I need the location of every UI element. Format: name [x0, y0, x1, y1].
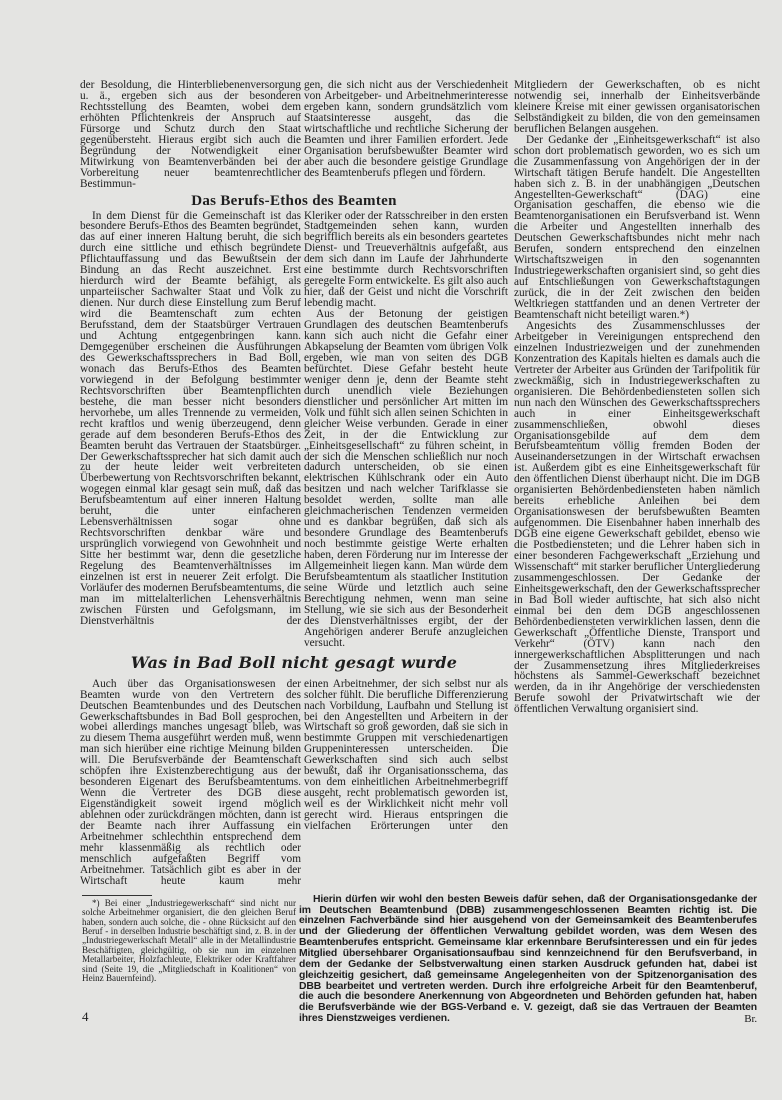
section2-column-1 [80, 679, 301, 887]
paragraph: Kleriker oder der Ratsschreiber in den ersten Stadtgemeinden sehen kann, wurden begrifflich bereits als ein besonders geartetes Dienst- und Treueverhältnis aufgefaßt, aus dem sich dann im Laufe der Jahrhunderte eine bestimmte durch Rechtsvorschriften geregelte Form entwickelte. Es gilt also auch hier, daß der Geist und nicht die Vorschrift lebendig macht. [304, 209, 508, 310]
footnote [82, 899, 296, 984]
section-heading-bad-boll: Was in Bad Boll nicht gesagt wurde [130, 652, 458, 672]
lower-section [80, 895, 760, 1026]
paragraph: Der Gedanke der „Einheitsgewerkschaft“ ist also schon dort problematisch geworden, wo es sich um die Zusammenfassung von Angehörigen der in der Wirtschaft tätigen Berufe handelt. Die Angestellten haben sich z. B. in der unabhängigen „Deutschen Angestellten-Gewerkschaft“ (DAG) eine Organisation geschaffen, die ebenso wie die Beamtenorganisationen ein Berufsverband ist. Wenn die Arbeiter und Angestellten innerhalb des Deutschen Gewerkschaftsbundes nicht mehr nach Berufen, sondern entsprechend den einzelnen Wirtschaftszweigen in den sogenannten Industriegewerkschaften organisiert sind, so geht dies auf Entschließungen von Gewerkschaftstagungen zurück, die in der Zeit zwischen den beiden Weltkriegen stattfanden und an denen Vertreter der Beamtenschaft nicht beteiligt waren.*) [514, 133, 760, 322]
conclusion-text: Hierin dürfen wir wohl den besten Beweis dafür sehen, daß der Organisationsgedanke der im Deutschen Beamtenbund (DBB) zusammengeschlossenen Beamten richtig ist. Die einzelnen Fachverbände sind hier ausgehend von der Gemeinsamkeit des Beamtenberufes und der Gliederung der öffentlichen Verwaltung gebildet worden, was dem Wesen des Beamtenberufes entspricht. Gemeinsame klar erkennbare Berufsinteressen und ein für jedes Mitglied übersehbarer Organisationsaufbau sind kennzeichnend für den Berufsverband, in dem der Gedanke der Selbstverwaltung einen starken Ausdruck gefunden hat, dabei ist gleichzeitig gesichert, daß gemeinsame Angelegenheiten von der Spitzenorganisation des DBB bearbeitet und vertreten werden. Durch ihre erfolgreiche Arbeit für den Beamtenberuf, die auch die besondere Anerkennung von Abgeordneten und Behörden gefunden hat, haben die Berufsverbände wie der BGS-Verband e. V. gezeigt, daß sie das Vertrauen der Beamten ihres Dienstzweiges verdienen. [299, 893, 757, 1025]
paragraph: Aus der Betonung der geistigen Grundlagen des deutschen Beamtenberufs kann sich auch nicht die Gefahr einer Abkapselung der Beamten vom übrigen Volk ergeben, wie man von seiten des DGB befürchtet. Diese Gefahr besteht heute weniger denn je, denn der Beamte steht durch unendlich viele Beziehungen dienstlicher und persönlicher Art mitten im Volk und fühlt sich allen seinen Schichten in gleicher Weise verbunden. Gerade in einer Zeit, in der die Entwicklung zur „Einheitsgesellschaft“ zu führen scheint, in der sich die Menschen schließlich nur noch dadurch unterscheiden, ob sie einen elektrischen Kühlschrank oder ein Auto besitzen und nach welcher Tarifklasse sie besoldet werden, sollte man alle gleichmacherischen Tendenzen vermeiden und es dankbar begrüßen, daß sich als besondere Grundlage des Beamtenberufs noch bestimmte geistige Werte erhalten haben, deren Förderung nur im Interesse der Allgemeinheit liegen kann. Man würde dem Berufsbeamtentum als staatlicher Institution seine Würde und letztlich auch seine Berechtigung nehmen, wenn man seine Stellung, wie sie sich aus der Besonderheit des Dienstverhältnisses ergibt, der der Angehörigen anderer Berufe anzugleichen versucht. [304, 308, 508, 649]
section2-column-2 [304, 679, 508, 832]
top-column-2 [304, 80, 508, 179]
paragraph: der Besoldung, die Hinterbliebenenversorgung u. ä., ergeben sich aus der besonderen Rechtsstellung des Beamten, wobei dem erhöhten Pflichtenkreis der Anspruch auf Fürsorge und Schutz durch den Staat gegenübersteht. Hieraus ergibt sich auch die Begründung der Notwendigkeit einer Mitwirkung von Beamtenverbänden bei der Vorbereitung neuer beamtenrechtlicher Bestimmun- [80, 79, 301, 190]
column-3 [514, 80, 760, 715]
paragraph: In dem Dienst für die Gemeinschaft ist das besondere Berufs-Ethos des Beamten begründet, das auf einer inneren Haltung beruht, die sich durch eine sittliche und ethisch begründete Pflichtauffassung und das Bewußtsein der Bindung an das Recht auszeichnet. Erst hierdurch wird der Beamte befähigt, als unparteiischer Sachwalter Staat und Volk zu dienen. Nur durch diese Einstellung zum Beruf wird die Beamtenschaft zum echten Berufsstand, dem der Staatsbürger Vertrauen und Achtung entgegenbringen kann. Demgegenüber erscheinen die Ausführungen des Gewerkschaftssprechers in Bad Boll, wonach das Berufs-Ethos des Beamten vorwiegend in der Befolgung bestimmter Rechtsvorschriften über Beamtenpflichten bestehe, die man besser nicht besonders hervorhebe, um alles Trennende zu vermeiden, recht kraftlos und wenig überzeugend, denn gerade auf dem besonderen Berufs-Ethos des Beamten beruht das Vertrauen der Staatsbürger. Der Gewerkschaftssprecher hat sich damit auch zu der heute leider weit verbreiteten Überbewertung von Rechtsvorschriften bekannt, wogegen einmal klar gesagt sein muß, daß das Berufsbeamtentum auf einer inneren Haltung beruht, die unter einfacheren Lebensverhältnissen sogar ohne Rechtsvorschriften denkbar wäre und ursprünglich vorwiegend von Gewohnheit und Sitte her bestimmt war, denn die gesetzliche Regelung des Beamtenverhältnisses im einzelnen ist erst in neuerer Zeit erfolgt. Die Vorläufer des modernen Berufsbeamtentums, die man im mittelalterlichen Lehensverhältnis zwischen Fürsten und Gefolgsmann, im Dienstverhältnis der [80, 209, 301, 627]
paragraph: einen Arbeitnehmer, der sich selbst nur als solcher fühlt. Die berufliche Differenzierung nach Vorbildung, Laufbahn und Stellung ist bei den Angestellten und Arbeitern in der Wirtschaft so groß geworden, daß sie sich in bestimmte Gruppen mit verschiedenartigen Gruppeninteressen unterscheiden. Die Gewerkschaften sind sich auch selbst bewußt, daß ihr Organisationsschema, das von dem einheitlichen Arbeitnehmerbegriff ausgeht, recht problematisch geworden ist, weil es der Wirklichkeit nicht mehr voll gerecht wird. Hieraus entspringen die vielfachen Erörterungen unter den [304, 677, 508, 833]
section1-column-1 [80, 211, 301, 627]
left-columns [80, 80, 508, 887]
footnote-divider [82, 895, 152, 896]
section1-column-2 [304, 211, 508, 649]
page-number: 4 [82, 1009, 89, 1025]
footnote-text: *) Bei einer „Industriegewerkschaft“ sind nicht nur solche Arbeitnehmer organisiert, die den gleichen Beruf haben, sondern auch solche, die - ohne Rücksicht auf den Beruf - in derselben Industrie beschäftigt sind, z. B. in der „Industriegewerkschaft Metall“ alle in der Metallindustrie Beschäftigten, gleichgültig, ob sie nun im einzelnen Metallarbeiter, Holzfachleute, Elektriker oder Kraftfahrer sind (Seite 19, die „Mitgliedschaft in Koalitionen“ von Heinz Bauernfeind). [82, 897, 296, 984]
paragraph: gen, die sich nicht aus der Verschiedenheit von Arbeitgeber- und Arbeitnehmerinteresse ergeben kann, sondern grundsätzlich vom Staatsinteresse ausgeht, das die wirtschaftliche und rechtliche Sicherung der Beamten und ihrer Familien erfordert. Jede Organisation berufsbewußter Beamter wird aber auch die besondere geistige Grundlage des Beamtenberufs pflegen und fördern. [304, 79, 508, 179]
author-signature: Br. [744, 1013, 757, 1026]
footnote-area [82, 895, 296, 1026]
section1-row [80, 211, 508, 649]
section2-row [80, 679, 508, 887]
top-column-1 [80, 80, 301, 190]
paragraph: Mitgliedern der Gewerkschaften, ob es nicht notwendig sei, innerhalb der Einheitsverbände kleinere Kreise mit einer gewissen organisatorischen Selbständigkeit zu bilden, die von den gemeinsamen beruflichen Belangen ausgehen. [514, 79, 760, 135]
upper-section [80, 80, 760, 887]
paragraph: Auch über das Organisationswesen der Beamten wurde von den Vertretern des Deutschen Beamtenbundes und des Deutschen Gewerkschaftsbundes in Bad Boll gesprochen, wobei allerdings manches ungesagt blieb, was zu diesem Thema ausgeführt werden muß, wenn man sich hierüber eine richtige Meinung bilden will. Die Berufsverbände der Beamtenschaft schöpfen ihre Existenzberechtigung aus der besonderen Eigenart des Berufsbeamtentums. Wenn die Vertreter des DGB diese Eigenständigkeit soweit irgend möglich ablehnen oder zurückdrängen möchten, dann ist der Beamte nach ihrer Auffassung ein Arbeitnehmer schlechthin entsprechend dem mehr klassenmäßig als rechtlich oder menschlich aufgefaßten Begriff vom Arbeitnehmer. Tatsächlich gibt es aber in der Wirtschaft heute kaum mehr [80, 677, 301, 887]
section-heading-berufs-ethos: Das Berufs-Ethos des Beamten [191, 192, 397, 209]
top-row [80, 80, 508, 190]
paragraph: Angesichts des Zusammenschlusses der Arbeitgeber in Vereinigungen entsprechend den einzelnen Industriezweigen und der zunehmenden Konzentration des Kapitals hielten es damals auch die Vertreter der Arbeiter aus Gründen der Tarifpolitik für zweckmäßig, sich in Industriegewerkschaften zu organisieren. Die Behördenbediensteten sollen sich nun nach den Wünschen des Gewerkschaftssprechers auch in einer Einheitsgewerkschaft zusammenschließen, obwohl dieses Organisationsgebilde auf dem dem Berufsbeamtentum völlig fremden Boden der Auseinandersetzungen in der Wirtschaft erwachsen ist. Außerdem gibt es eine Einheitsgewerkschaft für den öffentlichen Dienst überhaupt nicht. Die im DGB organisierten Behördenbediensteten haben nämlich bereits erhebliche Anleihen bei dem Organisationswesen der berufsbewußten Beamten aufgenommen. Die Eisenbahner haben innerhalb des DGB eine eigene Gewerkschaft gebildet, ebenso wie die Postbediensteten; und die Lehrer haben sich in einer besonderen Fachgewerkschaft „Erziehung und Wissenschaft“ mit starker beruflicher Untergliederung zusammengeschlossen. Der Gedanke der Einheitsgewerkschaft, den der Gewerkschaftssprecher in Bad Boll wieder auftischte, hat sich also nicht einmal bei den dem DGB angeschlossenen Behördenbediensteten verwirklichen lassen, denn die Gewerkschaft „Öffentliche Dienste, Transport und Verkehr“ (ÖTV) kann nach den innergewerkschaftlichen Absplitterungen und nach der Zusammensetzung ihres Mitgliederkreises höchstens als Sammel-Gewerkschaft bezeichnet werden, da in ihr Angehörige der verschiedensten Berufe sowohl der Privatwirtschaft wie der öffentlichen Verwaltung organisiert sind. [514, 319, 760, 716]
conclusion-block [299, 895, 757, 1025]
